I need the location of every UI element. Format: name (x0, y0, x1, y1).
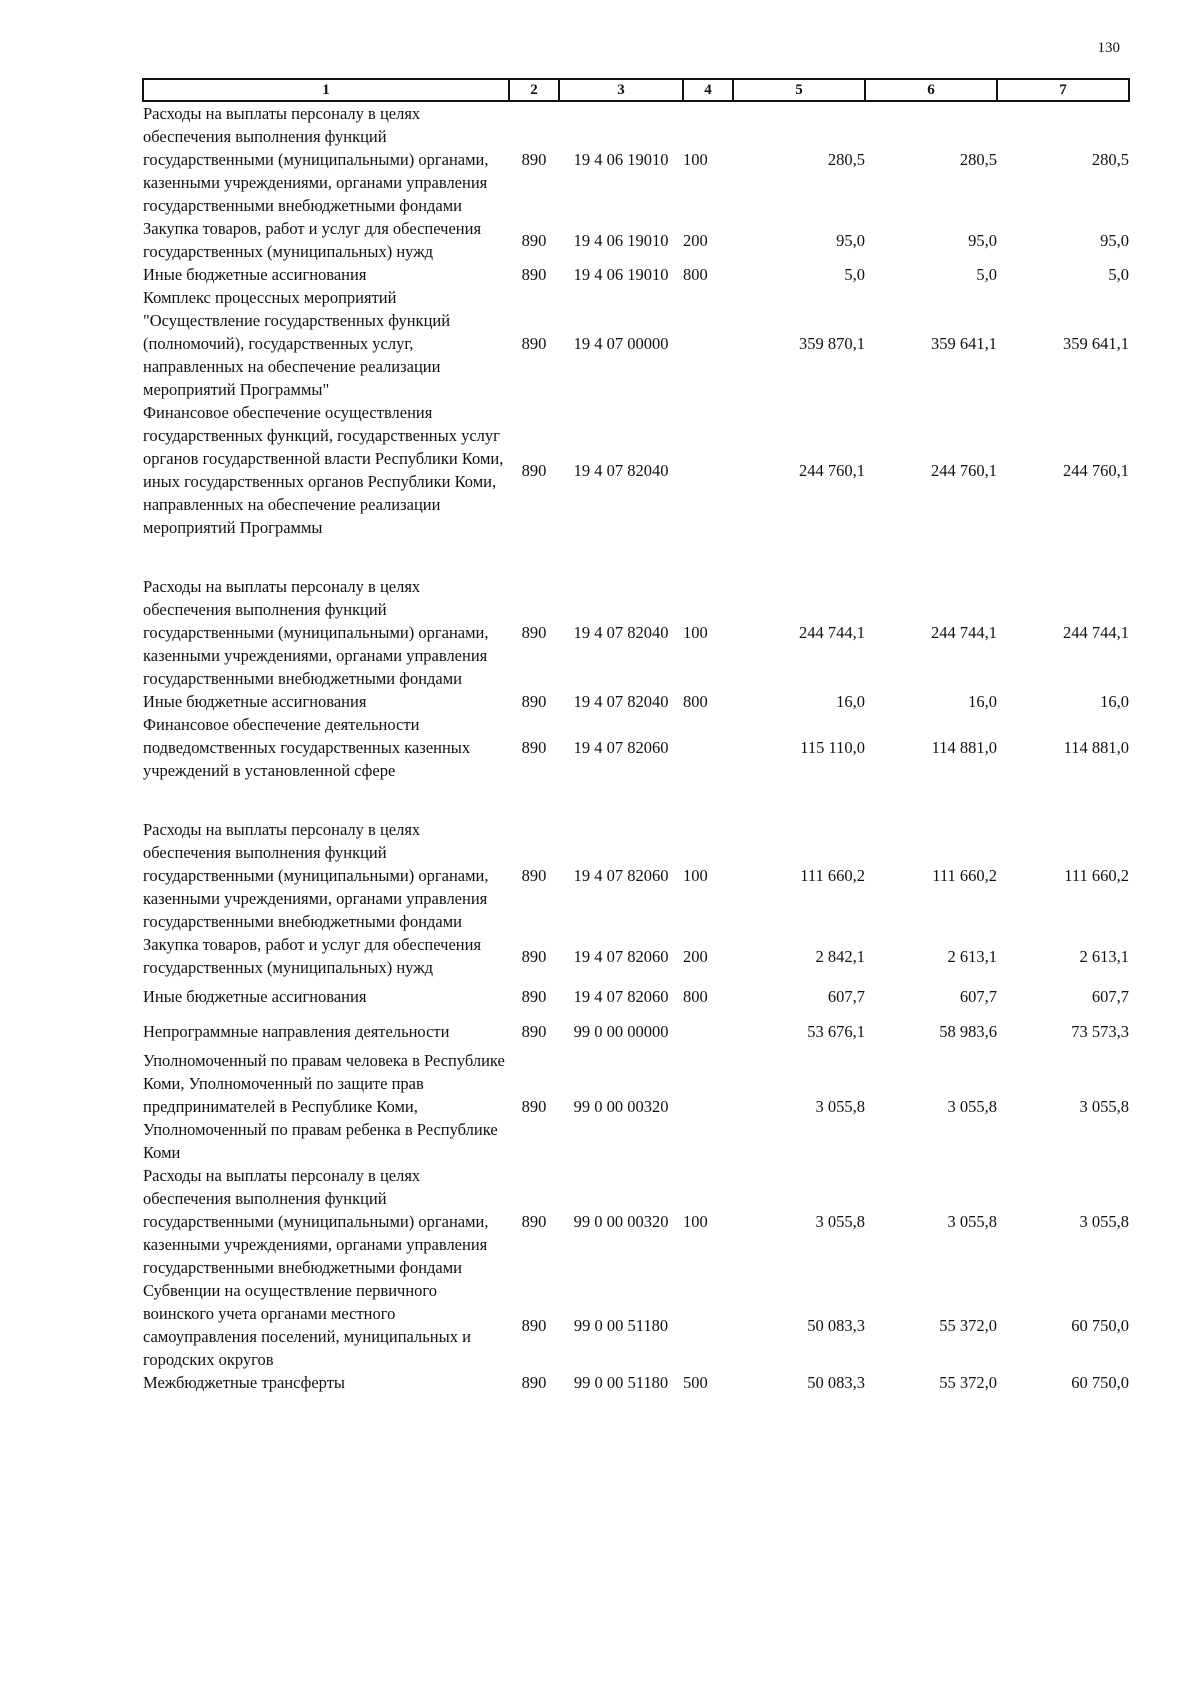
row-year1: 111 660,2 (800, 866, 865, 885)
row-year1: 50 083,3 (807, 1373, 865, 1392)
row-year3: 280,5 (1091, 150, 1129, 169)
row-vr (683, 401, 733, 575)
budget-table (142, 78, 1130, 1394)
row-year1: 359 870,1 (799, 334, 865, 353)
row-csr: 19 4 07 82060 (573, 866, 669, 885)
row-name: Непрограммные направления деятельности (143, 1022, 450, 1041)
row-csr: 19 4 07 00000 (573, 334, 669, 353)
row-name: Закупка товаров, работ и услуг для обеспечения государственных (муниципальных) нужд (143, 219, 482, 261)
row-vr: 800 (683, 692, 708, 711)
row-csr: 19 4 07 82060 (573, 987, 669, 1006)
row-name: Комплекс процессных мероприятий "Осуществление государственных функций (полномочий), государственных услуг, направленных на обеспечение реализации мероприятий Программы" (143, 288, 451, 399)
row-vr (683, 713, 733, 818)
table-row (143, 713, 1129, 818)
row-grbs: 890 (521, 150, 547, 169)
row-year1: 2 842,1 (815, 946, 865, 966)
row-year2: 3 055,8 (947, 1097, 997, 1116)
row-name: Субвенции на осуществление первичного воинского учета органами местного самоуправления поселений, муниципальных и городских округов (143, 1281, 471, 1369)
header-col-6: 6 (865, 79, 997, 101)
row-year3: 73 573,3 (1071, 1022, 1129, 1041)
row-year1: 244 744,1 (799, 623, 865, 642)
row-csr: 99 0 00 51180 (573, 1373, 669, 1392)
row-year2: 114 881,0 (931, 738, 997, 757)
row-year3: 607,7 (1091, 987, 1129, 1006)
row-year3: 114 881,0 (1063, 738, 1129, 757)
row-csr: 19 4 06 19010 (573, 265, 669, 284)
row-year2: 55 372,0 (939, 1315, 997, 1335)
row-year2: 3 055,8 (947, 1212, 997, 1231)
row-vr: 800 (683, 265, 708, 284)
row-grbs: 890 (521, 230, 547, 250)
table-row (143, 1279, 1129, 1371)
row-csr: 99 0 00 00000 (573, 1022, 669, 1041)
row-vr: 800 (683, 987, 708, 1006)
row-year3: 3 055,8 (1079, 1212, 1129, 1231)
row-csr: 19 4 06 19010 (573, 150, 669, 169)
row-csr: 99 0 00 00320 (573, 1212, 669, 1231)
table-row (143, 401, 1129, 575)
table-row (143, 1049, 1129, 1164)
row-year1: 3 055,8 (815, 1212, 865, 1231)
row-name: Расходы на выплаты персоналу в целях обеспечения выполнения функций государственными (муниципальными) органами, казенными учреждениями, органами управления государственными внебюджетными фондами (143, 577, 489, 688)
row-csr: 19 4 07 82060 (573, 738, 669, 757)
row-year3: 60 750,0 (1071, 1315, 1129, 1335)
row-csr: 19 4 07 82040 (573, 692, 669, 711)
row-year1: 3 055,8 (815, 1097, 865, 1116)
row-name: Иные бюджетные ассигнования (143, 692, 367, 711)
row-csr: 19 4 06 19010 (573, 230, 669, 250)
row-grbs: 890 (521, 946, 547, 966)
row-vr: 100 (683, 866, 708, 885)
row-year2: 607,7 (959, 987, 997, 1006)
row-year2: 359 641,1 (931, 334, 997, 353)
table-row (143, 575, 1129, 690)
table-row (143, 1371, 1129, 1394)
row-vr (683, 1279, 733, 1371)
row-grbs: 890 (521, 334, 547, 353)
row-year2: 58 983,6 (939, 1022, 997, 1041)
header-col-7: 7 (997, 79, 1129, 101)
row-year1: 53 676,1 (807, 1022, 865, 1041)
table-row (143, 1164, 1129, 1279)
table-row (143, 286, 1129, 401)
row-grbs: 890 (521, 1212, 547, 1231)
row-year3: 16,0 (1100, 692, 1129, 711)
row-vr (683, 1049, 733, 1164)
row-year1: 16,0 (836, 692, 865, 711)
row-grbs: 890 (521, 866, 547, 885)
row-grbs: 890 (521, 987, 547, 1006)
row-year3: 359 641,1 (1063, 334, 1129, 353)
row-year2: 2 613,1 (947, 946, 997, 966)
row-year3: 244 760,1 (1063, 460, 1129, 480)
row-name: Иные бюджетные ассигнования (143, 265, 367, 284)
row-name: Закупка товаров, работ и услуг для обеспечения государственных (муниципальных) нужд (143, 935, 482, 977)
header-col-5: 5 (733, 79, 865, 101)
row-year1: 244 760,1 (799, 460, 865, 480)
row-csr: 19 4 07 82040 (573, 460, 669, 480)
row-vr (683, 286, 733, 401)
row-name: Расходы на выплаты персоналу в целях обеспечения выполнения функций государственными (муниципальными) органами, казенными учреждениями, органами управления государственными внебюджетными фондами (143, 104, 489, 215)
row-year2: 16,0 (968, 692, 997, 711)
table-row (143, 690, 1129, 713)
row-grbs: 890 (521, 265, 547, 284)
table-row (143, 979, 1129, 1014)
row-name: Финансовое обеспечение осуществления государственных функций, государственных услуг органов государственной власти Республики Коми, иных государственных органов Республики Коми, направленных на обеспечение реализации мероприятий Программы (143, 403, 504, 537)
row-year3: 244 744,1 (1063, 623, 1129, 642)
row-grbs: 890 (521, 1022, 547, 1041)
row-name: Расходы на выплаты персоналу в целях обеспечения выполнения функций государственными (муниципальными) органами, казенными учреждениями, органами управления государственными внебюджетными фондами (143, 1166, 489, 1277)
row-vr: 200 (683, 946, 708, 966)
row-name: Иные бюджетные ассигнования (143, 987, 367, 1006)
row-year3: 5,0 (1108, 265, 1129, 284)
row-vr: 100 (683, 623, 708, 642)
table-row (143, 1014, 1129, 1049)
row-year2: 95,0 (968, 230, 997, 250)
row-year1: 115 110,0 (800, 738, 865, 757)
row-csr: 99 0 00 00320 (573, 1097, 669, 1116)
row-year3: 111 660,2 (1064, 866, 1129, 885)
row-year2: 244 744,1 (931, 623, 997, 642)
header-col-2: 2 (509, 79, 559, 101)
page-number: 130 (1097, 40, 1120, 56)
row-year3: 3 055,8 (1079, 1097, 1129, 1116)
table-row (143, 101, 1129, 217)
header-col-1: 1 (143, 79, 509, 101)
row-grbs: 890 (521, 738, 547, 757)
row-vr: 100 (683, 150, 708, 169)
row-vr: 100 (683, 1212, 708, 1231)
row-vr (683, 1014, 733, 1049)
row-name: Финансовое обеспечение деятельности подведомственных государственных казенных учреждений в установленной сфере (143, 715, 471, 780)
row-year2: 111 660,2 (932, 866, 997, 885)
row-year1: 607,7 (827, 987, 865, 1006)
row-grbs: 890 (521, 623, 547, 642)
row-year2: 244 760,1 (931, 460, 997, 480)
table-row (143, 263, 1129, 286)
row-grbs: 890 (521, 692, 547, 711)
header-col-4: 4 (683, 79, 733, 101)
table-row (143, 217, 1129, 263)
row-year3: 95,0 (1100, 230, 1129, 250)
row-name: Межбюджетные трансферты (143, 1373, 346, 1392)
row-year2: 55 372,0 (939, 1373, 997, 1392)
row-grbs: 890 (521, 460, 547, 480)
row-year1: 50 083,3 (807, 1315, 865, 1335)
row-year1: 95,0 (836, 230, 865, 250)
row-csr: 19 4 07 82040 (573, 623, 669, 642)
row-year2: 5,0 (976, 265, 997, 284)
row-grbs: 890 (521, 1373, 547, 1392)
row-year3: 2 613,1 (1079, 946, 1129, 966)
row-grbs: 890 (521, 1315, 547, 1335)
row-year1: 5,0 (844, 265, 865, 284)
row-vr: 500 (683, 1373, 708, 1392)
row-year1: 280,5 (827, 150, 865, 169)
table-row (143, 818, 1129, 933)
row-year2: 280,5 (959, 150, 997, 169)
row-grbs: 890 (521, 1097, 547, 1116)
row-csr: 99 0 00 51180 (573, 1315, 669, 1335)
table-row (143, 933, 1129, 979)
header-row (143, 79, 1129, 101)
row-vr: 200 (683, 230, 708, 250)
row-csr: 19 4 07 82060 (573, 946, 669, 966)
row-name: Уполномоченный по правам человека в Республике Коми, Уполномоченный по защите прав предпринимателей в Республике Коми, Уполномоченный по правам ребенка в Республике Коми (143, 1051, 505, 1162)
row-year3: 60 750,0 (1071, 1373, 1129, 1392)
header-col-3: 3 (559, 79, 683, 101)
row-name: Расходы на выплаты персоналу в целях обеспечения выполнения функций государственными (муниципальными) органами, казенными учреждениями, органами управления государственными внебюджетными фондами (143, 820, 489, 931)
